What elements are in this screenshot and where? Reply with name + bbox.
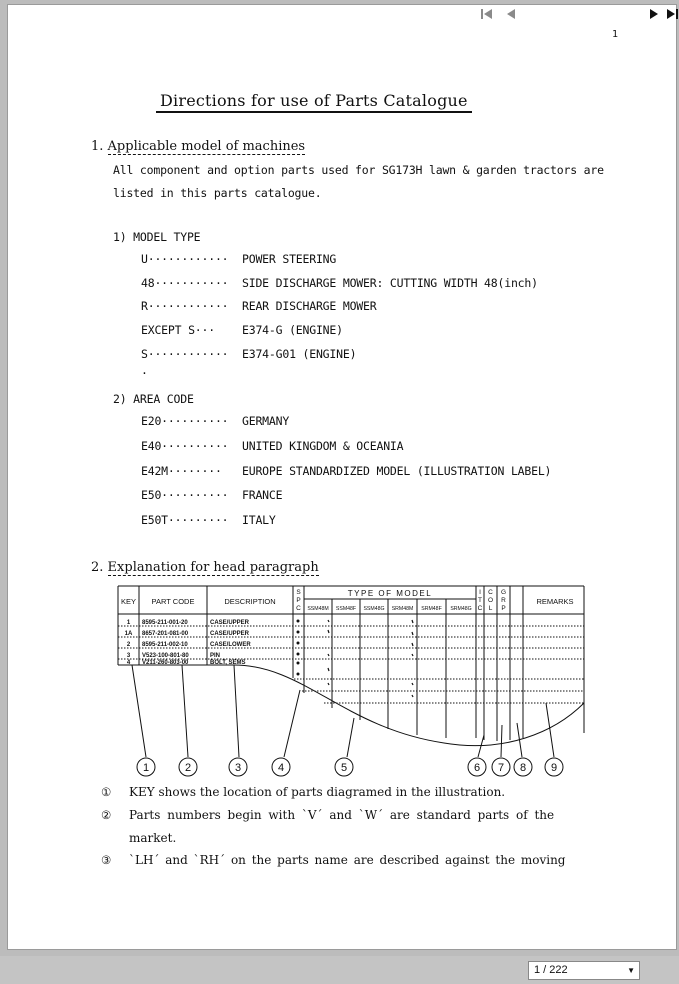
page-number: 1: [611, 29, 618, 40]
row-part-code: V211-260-803-00: [142, 660, 189, 666]
area-code: E50··········: [141, 488, 229, 502]
area-name: GERMANY: [242, 414, 290, 428]
stray-dot: ·: [141, 366, 148, 380]
row-key: 4: [126, 660, 131, 666]
callout-1: 1: [142, 762, 150, 774]
callout-5: 5: [340, 762, 348, 774]
callout-4: 4: [277, 762, 285, 774]
section1-intro-line1: All component and option parts used for SG173H lawn & garden tractors are: [113, 163, 604, 177]
model-type-desc: SIDE DISCHARGE MOWER: CUTTING WIDTH 48(inch): [242, 276, 538, 290]
header-part-code: PART CODE: [151, 597, 195, 606]
area-code: E40··········: [141, 439, 229, 453]
first-page-icon[interactable]: [480, 7, 494, 21]
header-model: SSM48F: [335, 606, 357, 612]
previous-page-icon[interactable]: [504, 7, 518, 21]
page-title: Directions for use of Parts Catalogue: [156, 91, 472, 110]
header-col: C: [488, 589, 493, 596]
header-grp: R: [501, 597, 506, 604]
header-itc: T: [478, 597, 482, 604]
section2-heading: 2. Explanation for head paragraph: [91, 560, 319, 575]
row-description: BOLT, SEMS: [210, 660, 246, 666]
row-description: CASE/LOWER: [210, 642, 251, 648]
next-page-icon[interactable]: [647, 7, 661, 21]
area-code-label: 2) AREA CODE: [113, 392, 194, 406]
note-text: `LH´ and `RH´ on the parts name are described against the moving: [129, 853, 566, 867]
model-type-code: 48···········: [141, 276, 229, 290]
model-type-desc: POWER STEERING: [242, 252, 337, 266]
header-model: SSM48G: [363, 606, 385, 612]
header-model: SRM48M: [391, 606, 414, 612]
header-remarks: REMARKS: [536, 597, 574, 606]
header-itc: I: [479, 589, 481, 596]
area-code: E50T·········: [141, 513, 229, 527]
note-text: market.: [129, 831, 177, 845]
row-description: CASE/UPPER: [210, 620, 250, 626]
header-model: SSM48M: [307, 606, 329, 612]
callout-6: 6: [473, 762, 481, 774]
callout-8: 8: [519, 762, 527, 774]
header-grp: G: [500, 589, 507, 596]
model-type-desc: REAR DISCHARGE MOWER: [242, 299, 377, 313]
header-col: L: [488, 605, 493, 612]
area-name: EUROPE STANDARDIZED MODEL (ILLUSTRATION LABEL): [242, 464, 552, 478]
row-part-code: V523-100-801-80: [142, 653, 189, 659]
model-type-code: U············: [141, 252, 229, 266]
row-description: PIN: [210, 653, 221, 659]
row-key: 2: [126, 642, 131, 648]
model-type-code: S············: [141, 347, 229, 361]
header-itc: C: [477, 605, 483, 612]
callout-9: 9: [550, 762, 558, 774]
note-mark: ①: [101, 785, 112, 799]
header-description: DESCRIPTION: [224, 597, 276, 606]
header-key: KEY: [120, 597, 137, 606]
section1-heading: 1. Applicable model of machines: [91, 139, 306, 154]
header-model: SRM48F: [421, 606, 442, 612]
row-part-code: 8595-211-001-20: [142, 620, 188, 626]
model-type-code: EXCEPT S···: [141, 323, 215, 337]
document-page: [7, 4, 677, 950]
chevron-down-icon: ▼: [627, 966, 635, 975]
header-spc-p: P: [296, 597, 301, 604]
area-name: FRANCE: [242, 488, 283, 502]
model-type-label: 1) MODEL TYPE: [113, 230, 201, 244]
header-model: SRM48G: [450, 606, 472, 612]
model-type-desc: E374-G (ENGINE): [242, 323, 343, 337]
row-key: 1A: [124, 631, 133, 637]
callout-2: 2: [184, 762, 192, 774]
note-mark: ②: [101, 808, 112, 822]
page-indicator: 1 / 222: [534, 964, 568, 976]
callout-7: 7: [497, 762, 505, 774]
row-key: 3: [126, 653, 131, 659]
header-spc-s: S: [296, 589, 301, 596]
area-name: ITALY: [242, 513, 276, 527]
page-selector[interactable]: [528, 961, 640, 980]
header-col: O: [487, 597, 494, 604]
area-code: E42M········: [141, 464, 222, 478]
row-part-code: 8595-211-002-10: [142, 642, 188, 648]
row-description: CASE/UPPER: [210, 631, 250, 637]
row-key: 1: [126, 620, 131, 626]
area-name: UNITED KINGDOM & OCEANIA: [242, 439, 404, 453]
head-paragraph-diagram: [114, 583, 594, 778]
model-type-desc: E374-G01 (ENGINE): [242, 347, 357, 361]
note-text: KEY shows the location of parts diagramed in the illustration.: [129, 785, 506, 799]
header-type-of-model: TYPE OF MODEL: [347, 589, 433, 598]
row-part-code: 8657-201-081-00: [142, 631, 189, 637]
area-code: E20··········: [141, 414, 229, 428]
header-spc-c: C: [296, 605, 301, 612]
section1-intro-line2: listed in this parts catalogue.: [113, 186, 322, 200]
model-type-code: R············: [141, 299, 229, 313]
callout-3: 3: [234, 762, 242, 774]
note-mark: ③: [101, 853, 112, 867]
note-text: Parts numbers begin with `V´ and `W´ are standard parts of the: [129, 808, 555, 822]
header-grp: P: [501, 605, 506, 612]
last-page-icon[interactable]: [666, 7, 679, 21]
